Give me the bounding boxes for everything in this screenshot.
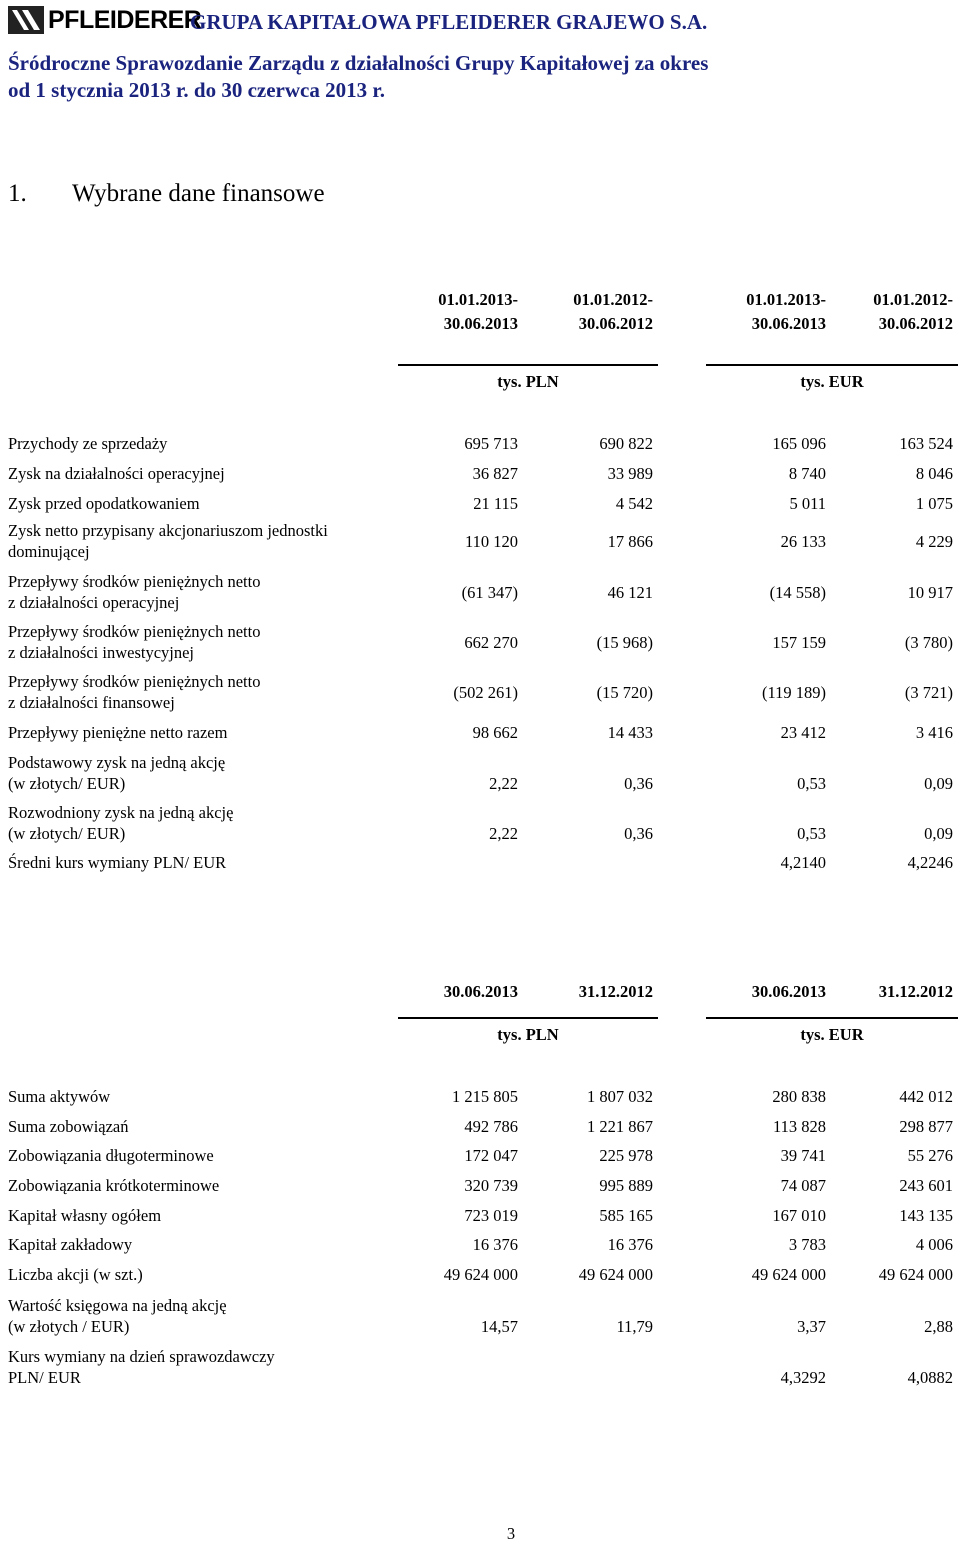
table2-row-label <box>8 1295 408 1337</box>
table1-cell: (502 261) <box>453 683 518 702</box>
table2-cell: 723 019 <box>464 1206 518 1225</box>
table1-column-header <box>813 288 953 336</box>
table1-cell: 4,2140 <box>780 853 826 872</box>
table2-cell: 11,79 <box>616 1317 653 1336</box>
table2-cell: 4 006 <box>915 1235 953 1254</box>
table1-cell: (3 721) <box>904 683 953 702</box>
section-title: Wybrane dane finansowe <box>72 180 325 207</box>
table2-row-label <box>8 1205 408 1226</box>
table1-cell: 0,53 <box>797 774 826 793</box>
table1-cell: 695 713 <box>464 434 518 453</box>
table1-cell: 165 096 <box>772 434 826 453</box>
table2-eur-rule <box>706 1017 958 1019</box>
row-label-line1: Zysk netto przypisany akcjonariuszom jednostki <box>8 521 328 540</box>
row-label-line1: Średni kurs wymiany PLN/ EUR <box>8 853 227 872</box>
table1-cell: 157 159 <box>772 633 826 652</box>
table2-column-header: 31.12.2012 <box>878 982 953 1001</box>
table1-cell: 2,22 <box>489 824 518 843</box>
table2-cell: 995 889 <box>599 1176 653 1195</box>
logo-text: PFLEIDERER <box>48 5 202 34</box>
table2-column-header: 30.06.2013 <box>443 982 518 1001</box>
table2-cell: 320 739 <box>464 1176 518 1195</box>
row-label-line2: (w złotych / EUR) <box>8 1317 130 1336</box>
company-name: GRUPA KAPITAŁOWA PFLEIDERER GRAJEWO S.A. <box>190 10 708 34</box>
table2-cell: 55 276 <box>907 1146 953 1165</box>
row-label-line1: Przepływy środków pieniężnych netto <box>8 622 261 641</box>
table2-cell: 143 135 <box>899 1206 953 1225</box>
table2-cell: 14,57 <box>480 1317 518 1336</box>
column-header-line1: 01.01.2012- <box>573 290 653 309</box>
table1-cell: 690 822 <box>599 434 653 453</box>
table1-row-label <box>8 571 408 613</box>
table1-pln-rule <box>398 364 658 366</box>
table2-cell: 280 838 <box>772 1087 826 1106</box>
table1-row-label <box>8 671 408 713</box>
table1-row-label <box>8 433 408 454</box>
table2-cell: 1 221 867 <box>587 1117 653 1136</box>
table2-cell: 4,3292 <box>780 1368 826 1387</box>
column-header-line1: 01.01.2013- <box>438 290 518 309</box>
row-label-line2: (w złotych/ EUR) <box>8 774 126 793</box>
table2-cell: 3 783 <box>788 1235 826 1254</box>
table1-cell: 110 120 <box>464 532 518 551</box>
row-label-line1: Liczba akcji (w szt.) <box>8 1265 143 1284</box>
table1-cell: 21 115 <box>473 494 518 513</box>
table1-cell: 0,36 <box>624 774 653 793</box>
table1-unit-pln: tys. PLN <box>497 372 559 391</box>
column-header-line2: 30.06.2013 <box>443 314 518 333</box>
pfleiderer-logo <box>8 5 201 35</box>
table2-cell: 585 165 <box>599 1206 653 1225</box>
table1-cell: 98 662 <box>472 723 518 742</box>
table1-cell: 17 866 <box>607 532 653 551</box>
row-label-line1: Wartość księgowa na jedną akcję <box>8 1296 227 1315</box>
row-label-line1: Podstawowy zysk na jedną akcję <box>8 753 226 772</box>
row-label-line2: PLN/ EUR <box>8 1368 81 1387</box>
table2-cell: 113 828 <box>772 1117 826 1136</box>
table2-row-label <box>8 1086 408 1107</box>
row-label-line1: Przepływy środków pieniężnych netto <box>8 672 261 691</box>
table2-unit-pln: tys. PLN <box>497 1025 559 1044</box>
table1-cell: 0,53 <box>797 824 826 843</box>
row-label-line1: Kurs wymiany na dzień sprawozdawczy <box>8 1347 275 1366</box>
table1-cell: (119 189) <box>761 683 826 702</box>
table2-cell: 49 624 000 <box>878 1265 953 1284</box>
table1-row-label <box>8 493 408 514</box>
row-label-line1: Przepływy środków pieniężnych netto <box>8 572 261 591</box>
table2-row-label <box>8 1145 408 1166</box>
table1-row-label <box>8 621 408 663</box>
table1-cell: 4 542 <box>615 494 653 513</box>
table1-cell: 0,09 <box>924 824 953 843</box>
row-label-line1: Zobowiązania krótkoterminowe <box>8 1176 220 1195</box>
column-header-line2: 30.06.2012 <box>878 314 953 333</box>
page-number: 3 <box>506 1524 516 1543</box>
table2-cell: 1 807 032 <box>587 1087 653 1106</box>
pfleiderer-logo-icon <box>8 6 44 34</box>
table2-cell: 225 978 <box>599 1146 653 1165</box>
table2-cell: 492 786 <box>464 1117 518 1136</box>
table1-row-label <box>8 752 408 794</box>
section-number: 1. <box>8 180 27 207</box>
table2-cell: 49 624 000 <box>578 1265 653 1284</box>
table1-cell: 8 740 <box>788 464 826 483</box>
row-label-line2: dominującej <box>8 542 90 561</box>
table2-pln-rule <box>398 1017 658 1019</box>
table1-cell: 46 121 <box>607 583 653 602</box>
row-label-line2: z działalności finansowej <box>8 693 175 712</box>
table1-cell: 163 524 <box>899 434 953 453</box>
table2-cell: 16 376 <box>607 1235 653 1254</box>
table2-cell: 2,88 <box>924 1317 953 1336</box>
table1-cell: 8 046 <box>915 464 953 483</box>
table1-cell: 36 827 <box>472 464 518 483</box>
table1-cell: 2,22 <box>489 774 518 793</box>
table1-cell: 33 989 <box>607 464 653 483</box>
table2-cell: 4,0882 <box>907 1368 953 1387</box>
row-label-line1: Przepływy pieniężne netto razem <box>8 723 228 742</box>
table1-cell: 14 433 <box>607 723 653 742</box>
table1-cell: 0,36 <box>624 824 653 843</box>
table2-cell: 167 010 <box>772 1206 826 1225</box>
row-label-line1: Zysk przed opodatkowaniem <box>8 494 200 513</box>
table2-cell: 39 741 <box>780 1146 826 1165</box>
row-label-line2: z działalności operacyjnej <box>8 593 180 612</box>
row-label-line1: Kapitał własny ogółem <box>8 1206 162 1225</box>
table2-cell: 442 012 <box>899 1087 953 1106</box>
table1-cell: 1 075 <box>915 494 953 513</box>
row-label-line1: Rozwodniony zysk na jedną akcję <box>8 803 234 822</box>
table2-row-label <box>8 1264 408 1285</box>
table1-cell: 662 270 <box>464 633 518 652</box>
table2-cell: 243 601 <box>899 1176 953 1195</box>
column-header-line1: 01.01.2012- <box>873 290 953 309</box>
row-label-line1: Suma aktywów <box>8 1087 111 1106</box>
table2-cell: 172 047 <box>464 1146 518 1165</box>
column-header-line2: 30.06.2013 <box>751 314 826 333</box>
table2-row-label <box>8 1175 408 1196</box>
table1-cell: 26 133 <box>780 532 826 551</box>
table1-cell: (61 347) <box>461 583 518 602</box>
row-label-line2: (w złotych/ EUR) <box>8 824 126 843</box>
row-label-line1: Kapitał zakładowy <box>8 1235 133 1254</box>
subtitle-line-1: Śródroczne Sprawozdanie Zarządu z działalności Grupy Kapitałowej za okres <box>8 51 709 75</box>
table2-cell: 16 376 <box>472 1235 518 1254</box>
table1-cell: (3 780) <box>904 633 953 652</box>
table1-cell: 10 917 <box>907 583 953 602</box>
row-label-line1: Zobowiązania długoterminowe <box>8 1146 214 1165</box>
table1-row-label <box>8 520 408 562</box>
table1-column-header <box>686 288 826 336</box>
table1-row-label <box>8 463 408 484</box>
table1-cell: 4 229 <box>915 532 953 551</box>
section-heading <box>8 180 325 208</box>
report-subtitle <box>8 50 908 104</box>
row-label-line1: Suma zobowiązań <box>8 1117 129 1136</box>
table2-row-label <box>8 1346 408 1388</box>
table1-cell: 23 412 <box>780 723 826 742</box>
table2-cell: 3,37 <box>797 1317 826 1336</box>
row-label-line1: Zysk na działalności operacyjnej <box>8 464 225 483</box>
table2-column-header: 30.06.2013 <box>751 982 826 1001</box>
table1-cell: 4,2246 <box>907 853 953 872</box>
table2-cell: 49 624 000 <box>443 1265 518 1284</box>
table2-unit-eur: tys. EUR <box>800 1025 864 1044</box>
table1-row-label <box>8 852 408 873</box>
table2-row-label <box>8 1116 408 1137</box>
table1-cell: (15 968) <box>596 633 653 652</box>
column-header-line2: 30.06.2012 <box>578 314 653 333</box>
subtitle-line-2: od 1 stycznia 2013 r. do 30 czerwca 2013 r. <box>8 78 385 102</box>
table1-cell: 3 416 <box>915 723 953 742</box>
row-label-line1: Przychody ze sprzedaży <box>8 434 168 453</box>
table2-cell: 1 215 805 <box>452 1087 518 1106</box>
table1-cell: 5 011 <box>789 494 826 513</box>
table1-column-header <box>378 288 518 336</box>
column-header-line1: 01.01.2013- <box>746 290 826 309</box>
table2-row-label <box>8 1234 408 1255</box>
table2-cell: 74 087 <box>780 1176 826 1195</box>
table1-column-header <box>513 288 653 336</box>
table1-cell: 0,09 <box>924 774 953 793</box>
table1-cell: (14 558) <box>769 583 826 602</box>
table2-cell: 49 624 000 <box>751 1265 826 1284</box>
row-label-line2: z działalności inwestycyjnej <box>8 643 195 662</box>
table2-cell: 298 877 <box>899 1117 953 1136</box>
table1-unit-eur: tys. EUR <box>800 372 864 391</box>
table1-eur-rule <box>706 364 958 366</box>
table1-row-label <box>8 802 408 844</box>
table2-column-header: 31.12.2012 <box>578 982 653 1001</box>
table1-row-label <box>8 722 408 743</box>
table1-cell: (15 720) <box>596 683 653 702</box>
